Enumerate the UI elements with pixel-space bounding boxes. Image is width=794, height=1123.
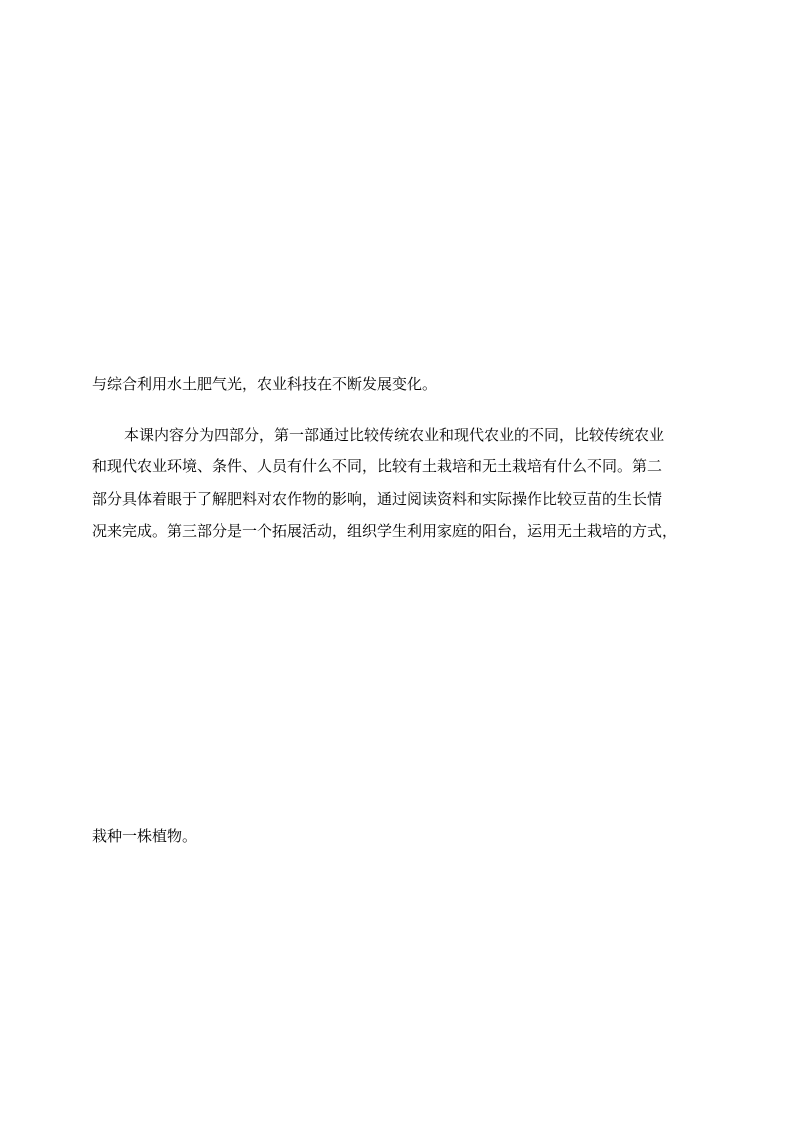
paragraph-2-line-1: 本课内容分为四部分，第一部通过比较传统农业和现代农业的不同，比较传统农业 [124,426,665,444]
paragraph-2-line-4: 况来完成。第三部分是一个拓展活动，组织学生利用家庭的阳台，运用无土栽培的方式， [92,522,678,540]
paragraph-2-line-2: 和现代农业环境、条件、人员有什么不同，比较有土栽培和无土栽培有什么不同。第二 [92,457,663,475]
paragraph-2-line-3: 部分具体着眼于了解肥料对农作物的影响，通过阅读资料和实际操作比较豆苗的生长情 [92,490,663,508]
paragraph-1-line-1: 与综合利用水土肥气光，农业科技在不断发展变化。 [92,375,438,393]
paragraph-3-line-1: 栽种一株植物。 [92,827,198,845]
